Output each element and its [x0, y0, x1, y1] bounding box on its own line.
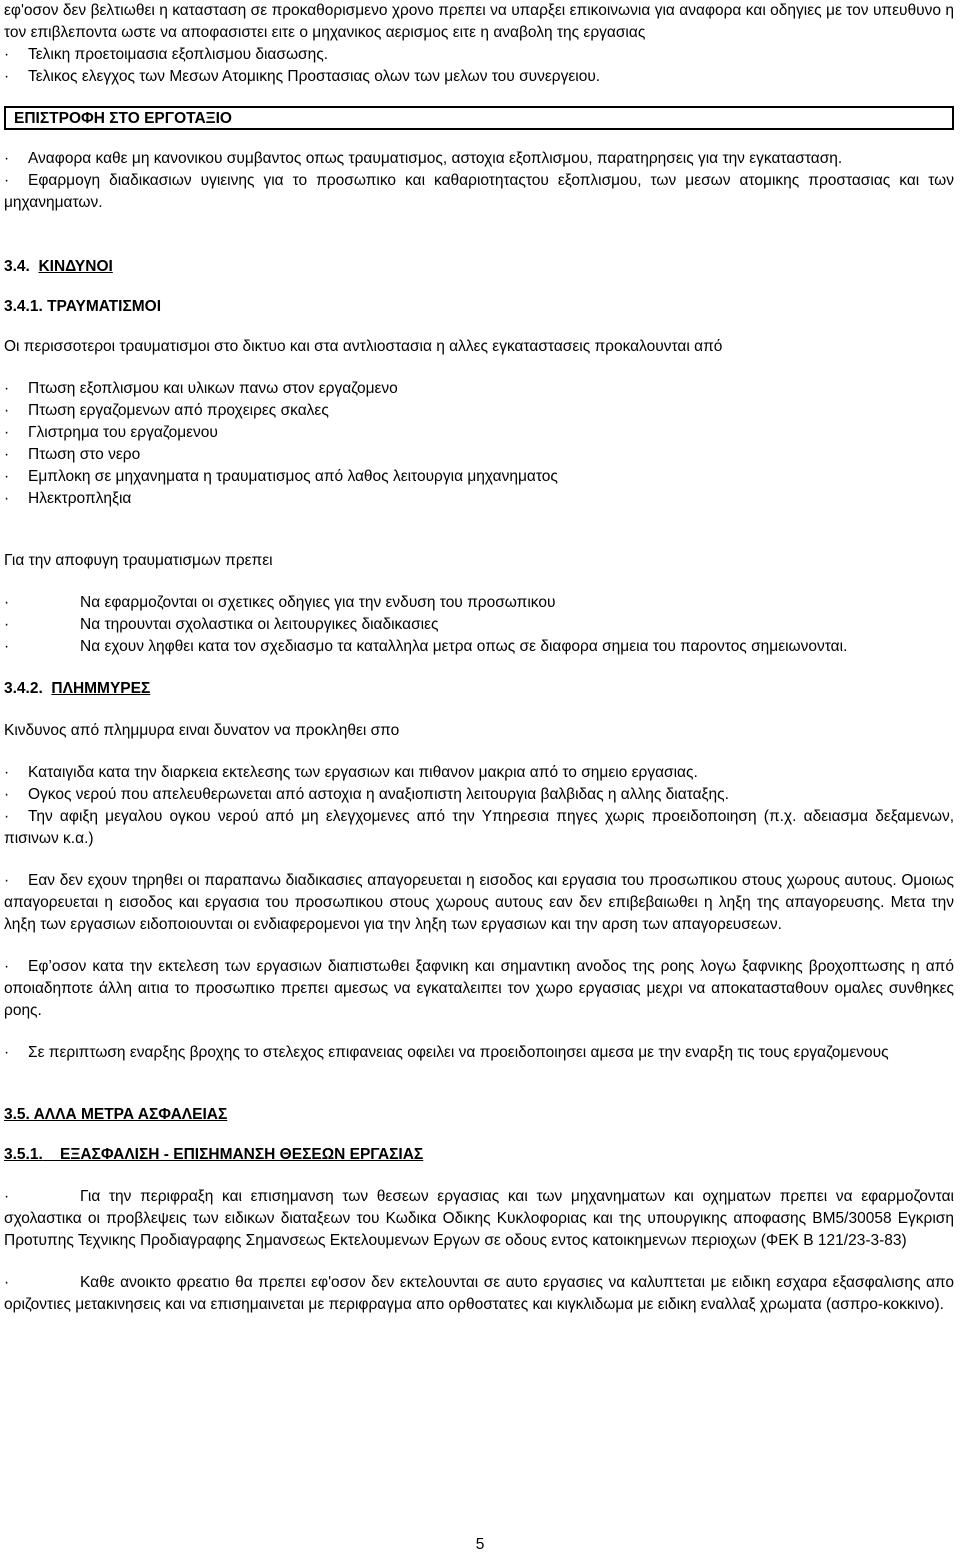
- list-item: · Τελικος ελεγχος των Μεσων Ατομικης Προστασιας ολων των μελων του συνεργειου.: [4, 66, 954, 88]
- section-heading-3-5: 3.5. ΑΛΛΑ ΜΕΤΡΑ ΑΣΦΑΛΕΙΑΣ: [4, 1106, 228, 1123]
- section-heading-3-4-1: 3.4.1. ΤΡΑΥΜΑΤΙΣΜΟΙ: [4, 298, 162, 315]
- bullet-dot: ·: [4, 402, 10, 419]
- list-item: · Ηλεκτροπληξια: [4, 488, 954, 510]
- list-item: · Την αφιξη μεγαλου ογκου νερού από μη ελεγχομενες από την Υπηρεσια πηγες χωρις προειδοποιηση (π.χ. αδειασμα δεξαμενων, πισινων κ.α.): [4, 808, 954, 847]
- section-heading-3-4-2: 3.4.2. ΠΛΗΜΜΥΡΕΣ: [4, 680, 151, 697]
- section-intro: Οι περισσοτεροι τραυματισμοι στο δικτυο και στα αντλιοστασια η αλλες εγκαταστασεις προκαλουνται από: [4, 338, 723, 355]
- bullet-dot: ·: [4, 424, 10, 441]
- section-heading-3-5-1: 3.5.1. ΕΞΑΣΦΑΛΙΣΗ - ΕΠΙΣΗΜΑΝΣΗ ΘΕΣΕΩΝ ΕΡΓΑΣΙΑΣ: [4, 1146, 424, 1163]
- section-heading-3-4: 3.4. ΚΙΝΔΥΝΟΙ: [4, 258, 113, 275]
- list-item: · Αναφορα καθε μη κανονικου συμβαντος οπως τραυματισμος, αστοχια εξοπλισμου, παρατηρησεις για την εγκατασταση.: [4, 148, 954, 170]
- list-item: · Ογκος νερού που απελευθερωνεται από αστοχια η αναξιοπιστη λειτουργια βαλβιδας η αλλης διαταξης.: [4, 784, 954, 806]
- document-page: [4, 0, 954, 1316]
- bullet-dot: ·: [4, 1044, 10, 1061]
- bullet-dot: ·: [4, 46, 10, 63]
- list-item: · Εφ’οσον κατα την εκτελεση των εργασιων διαπιστωθει ξαφνικη και σημαντικη ανοδος της ροης λογω ξαφνικης βροχοπτωσης η από οποιαδηποτε άλλη αιτια το προσωπικο πρεπει αμεσως να εγκαταλειπει τον χωρο εργασιας μεχρι να αποκατασταθουν ομαλες συνθηκες ροης.: [4, 958, 954, 1019]
- bullet-dot: ·: [4, 172, 10, 189]
- list-item: · Να εφαρμοζονται οι σχετικες οδηγιες για την ενδυση του προσωπικου: [4, 592, 954, 614]
- bullet-dot: ·: [4, 446, 10, 463]
- section-intro: Κινδυνος από πλημμυρα ειναι δυνατον να προκληθει σπο: [4, 722, 400, 739]
- bullet-dot: ·: [4, 68, 10, 85]
- list-item: · Τελικη προετοιμασια εξοπλισμου διασωσης.: [4, 44, 954, 66]
- list-item: · Πτωση στο νερο: [4, 444, 954, 466]
- intro-paragraph: εφ'οσον δεν βελτιωθει η κατασταση σε προκαθορισμενο χρονο πρεπει να υπαρξει επικοινωνια για αναφορα και οδηγιες με τον υπευθυνο η τον επιβλεποντα ωστε να αποφασιστει ειτε ο μηχανικος αερισμος ειτε η αναβολη της εργασιας: [4, 2, 954, 41]
- list-item: · Πτωση εργαζομενων από προχειρες σκαλες: [4, 400, 954, 422]
- list-item: · Για την περιφραξη και επισημανση των θεσεων εργασιας και των μηχανηματων και οχηματων πρεπει να εφαρμοζονται σχολαστικα οι προβλεψεις των ειδικων διαταξεων του Κωδικα Οδικης Κυκλοφοριας και της υπουργικης αποφασης ΒΜ5/30058 Εγκριση Προτυπης Τεχνικης Προδιαγραφης Σημανσεως Εκτελουμενων Εργων σε οδους εντος κατοικημενων περιοχων (ΦΕΚ Β 121/23-3-83): [4, 1188, 954, 1249]
- bullet-dot: ·: [4, 150, 10, 167]
- list-item: · Εαν δεν εχουν τηρηθει οι παραπανω διαδικασιες απαγορευεται η εισοδος και εργασια του προσωπικου στους χωρους αυτους. Ομοιως απαγορευεται η εισοδος και εργασια του προσωπικου στους χωρους αυτους εαν δεν επιβεβαιωθει η ληξη της απαγορευσης. Μετα την ληξη των εργασιων ειδοποιουνται οι ενδιαφερομενοι για την ληξη των εργασιων και την αρση των απαγορευσεων.: [4, 872, 954, 933]
- prevention-intro: Για την αποφυγη τραυματισμων πρεπει: [4, 552, 273, 569]
- list-item: · Πτωση εξοπλισμου και υλικων πανω στον εργαζομενο: [4, 378, 954, 400]
- page-number: 5: [475, 1536, 485, 1553]
- list-item: · Σε περιπτωση εναρξης βροχης το στελεχος επιφανειας οφειλει να προειδοποιησει αμεσα με την εναρξη τις τους εργαζομενους: [4, 1042, 954, 1064]
- list-item: · Να τηρουνται σχολαστικα οι λειτουργικες διαδικασιες: [4, 614, 954, 636]
- bullet-dot: ·: [4, 616, 10, 633]
- return-box-heading: ΕΠΙΣΤΡΟΦΗ ΣΤΟ ΕΡΓΟΤΑΞΙΟ: [4, 106, 954, 130]
- list-item: · Καταιγιδα κατα την διαρκεια εκτελεσης των εργασιων και πιθανον μακρια από το σημειο εργασιας.: [4, 762, 954, 784]
- bullet-dot: ·: [4, 1274, 10, 1291]
- bullet-dot: ·: [4, 380, 10, 397]
- list-item: · Γλιστρημα του εργαζομενου: [4, 422, 954, 444]
- bullet-dot: ·: [4, 958, 10, 975]
- bullet-dot: ·: [4, 468, 10, 485]
- bullet-dot: ·: [4, 808, 10, 825]
- list-item: · Καθε ανοικτο φρεατιο θα πρεπει εφ'οσον δεν εκτελουνται σε αυτο εργασιες να καλυπτεται με ειδικη εσχαρα εξασφαλισης απο οριζοντιες μετακινησεις και να επισημαινεται με περιφραγμα απο ορθοστατες και κιγκλιδωμα με ειδικη εναλλαξ χρωματα (ασπρο-κοκκινο).: [4, 1274, 954, 1313]
- bullet-dot: ·: [4, 490, 10, 507]
- bullet-dot: ·: [4, 872, 10, 889]
- list-item: · Εφαρμογη διαδικασιων υγιεινης για το προσωπικο και καθαριοτηταςτου εξοπλισμου, των μεσων ατομικης προστασιας και των μηχανηματων.: [4, 172, 954, 211]
- bullet-dot: ·: [4, 638, 10, 655]
- bullet-dot: ·: [4, 1188, 10, 1205]
- list-item: · Να εχουν ληφθει κατα τον σχεδιασμο τα καταλληλα μετρα οπως σε διαφορα σημεια του παροντος σημειωνονται.: [4, 636, 954, 658]
- bullet-dot: ·: [4, 786, 10, 803]
- bullet-dot: ·: [4, 594, 10, 611]
- bullet-dot: ·: [4, 764, 10, 781]
- list-item: · Εμπλοκη σε μηχανηματα η τραυματισμος από λαθος λειτουργια μηχανηματος: [4, 466, 954, 488]
